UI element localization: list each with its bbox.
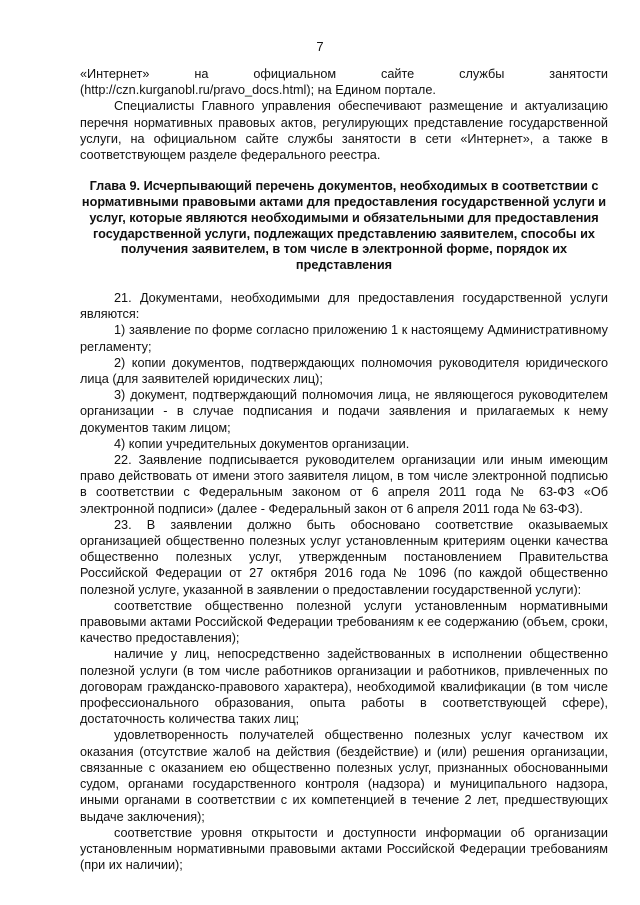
paragraph-23: 23. В заявлении должно быть обосновано соответствие оказываемых организацией общественно полезных услуг установленным критериям оценки качества общественно полезных услуг, утвержденным постановлением Правительства Российской Федерации от 27 октября 2016 года № 1096 (по каждой общественно полезной услуге, указанной в заявлении о предоставлении государственной услуги): [80,517,608,597]
chapter-heading: Глава 9. Исчерпывающий перечень документов, необходимых в соответствии с нормативными правовыми актами для предоставления государственной услуги и услуг, которые являются необходимыми и обязательными для предоставления государственной услуги, подлежащих представлению заявителем, способы их получения заявителем, в том числе в электронной форме, порядок их представления [81,179,607,273]
list-item-4: 4) копии учредительных документов организации. [114,436,410,451]
paragraph-22: 22. Заявление подписывается руководителем организации или иным имеющим право действовать от имени этого заявителя лицом, в том числе электронной подписью в соответствии с Федеральным законом от 6 апреля 2011 года № 63-ФЗ «Об электронной подписи» (далее - Федеральный закон от 6 апреля 2011 года № 63-ФЗ). [80,453,608,516]
paragraph-url-line: (http://czn.kurganobl.ru/pravo_docs.html); на Едином портале. [80,83,436,98]
list-item-1: 1) заявление по форме согласно приложению 1 к настоящему Административному регламенту; [80,323,608,354]
paragraph-21: 21. Документами, необходимыми для предоставления государственной услуги являются: [80,291,608,322]
list-item-3: 3) документ, подтверждающий полномочия лица, не являющегося руководителем организации - в случае подписания и подачи заявления и прилагаемых к нему документов таким лицом; [80,388,608,435]
paragraph-specialists: Специалисты Главного управления обеспечивают размещение и актуализацию перечня нормативных правовых актов, регулирующих представление государственной услуги, на официальном сайте службы занятости в сети «Интернет», а также в соответствующем разделе федерального реестра. [80,99,608,163]
criterion-content: соответствие общественно полезной услуги установленным нормативными правовыми актами Российской Федерации требованиям к ее содержанию (объем, сроки, качество предоставления); [80,598,608,646]
page-number: 7 [316,39,324,54]
paragraph-internet-line: «Интернет» на официальном сайте службы занятости [80,67,608,81]
criterion-openness: соответствие уровня открытости и доступности информации об организации установленным нормативными правовыми актами Российской Федерации требованиям (при их наличии); [80,825,608,873]
document-body [80,66,608,873]
list-item-2: 2) копии документов, подтверждающих полномочия руководителя юридического лица (для заявителей юридических лиц); [80,355,608,387]
criterion-satisfaction: удовлетворенность получателей общественно полезных услуг качеством их оказания (отсутствие жалоб на действия (бездействие) и (или) решения организации, связанные с оказанием ею общественно полезных услуг, признанных обоснованными судом, органами государственного контроля (надзора) и муниципального надзора, иными органами в соответствии с их компетенцией в течение 2 лет, предшествующих выдаче заключения); [80,728,608,824]
criterion-qualification: наличие у лиц, непосредственно задействованных в исполнении общественно полезной услуги (в том числе работников организации и работников, привлеченных по договорам гражданско-правового характера), необходимой квалификации (в том числе профессионального образования, опыта работы в соответствующей сфере), достаточность количества таких лиц; [80,647,608,727]
